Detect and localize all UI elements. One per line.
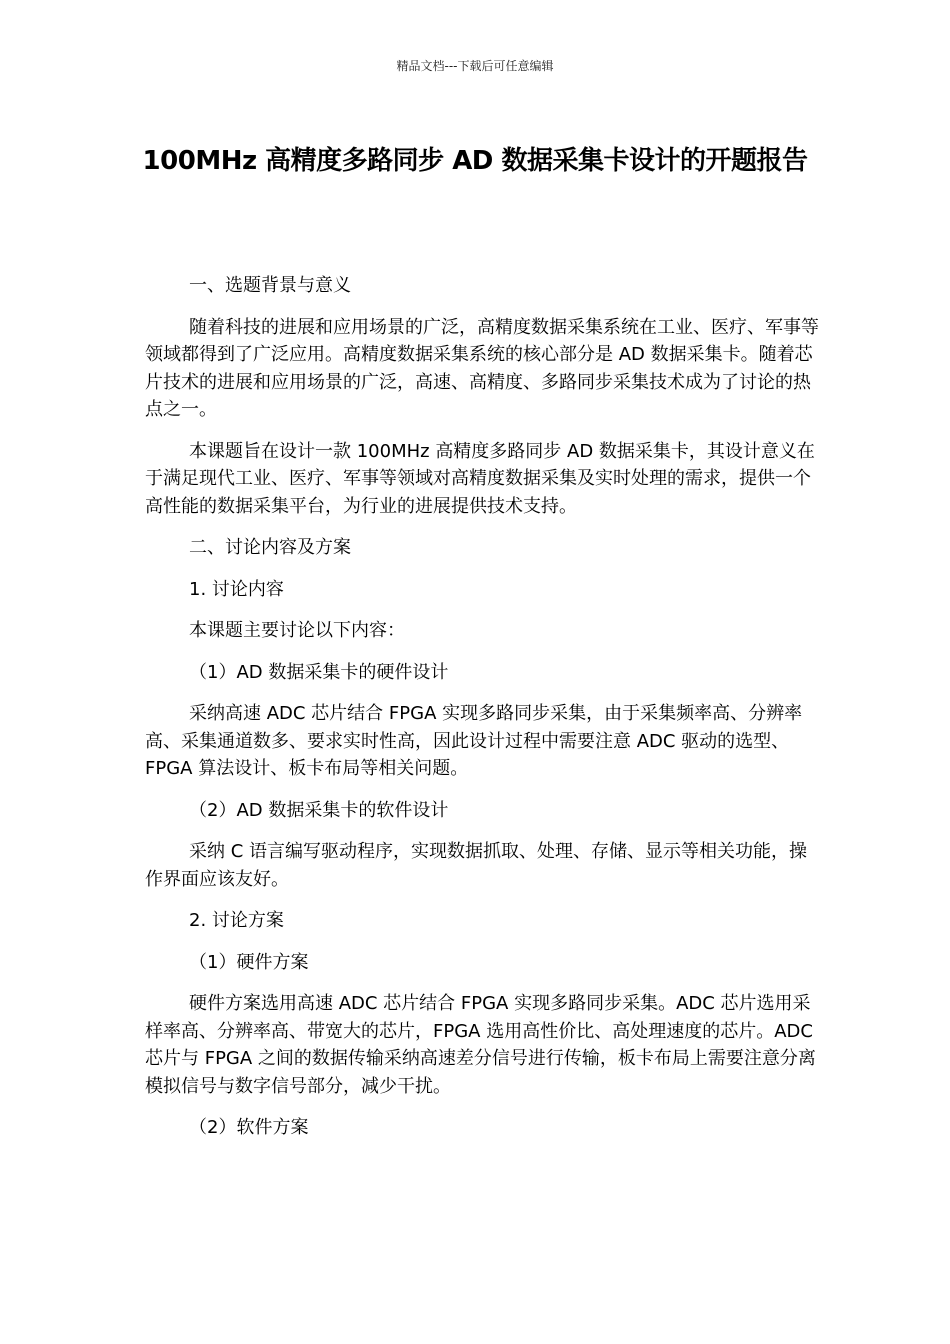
- paragraph-intro: 本课题主要讨论以下内容：: [189, 620, 405, 641]
- item-hardware-design: （1）AD 数据采集卡的硬件设计: [189, 661, 449, 683]
- item-software-plan: （2）软件方案: [189, 1117, 309, 1138]
- document-body: [145, 272, 820, 1142]
- item-software-design: （2）AD 数据采集卡的软件设计: [189, 799, 449, 821]
- section-heading-background: 一、选题背景与意义: [189, 275, 351, 296]
- paragraph-significance: 本课题旨在设计一款 100MHz 高精度多路同步 AD 数据采集卡，其设计意义在于满足现代工业、医疗、军事等领域对高精度数据采集及实时处理的需求，提供一个高性能的数据采集平台，为行业的进展提供技术支持。: [145, 440, 815, 517]
- section-heading-content: 二、讨论内容及方案: [189, 537, 351, 558]
- item-hardware-plan: （1）硬件方案: [189, 951, 309, 973]
- paragraph-hardware-plan: 硬件方案选用高速 ADC 芯片结合 FPGA 实现多路同步采集。ADC 芯片选用采样率高、分辨率高、带宽大的芯片，FPGA 选用高性价比、高处理速度的芯片。ADC 芯片与 FPGA 之间的数据传输采纳高速差分信号进行传输，板卡布局上需要注意分离模拟信号与数字信号部分，减少干扰。: [145, 993, 816, 1097]
- paragraph-hardware-design: 采纳高速 ADC 芯片结合 FPGA 实现多路同步采集，由于采集频率高、分辨率高、采集通道数多、要求实时性高，因此设计过程中需要注意 ADC 驱动的选型、FPGA 算法设计、板卡布局等相关问题。: [145, 703, 803, 779]
- document-title: 100MHz 高精度多路同步 AD 数据采集卡设计的开题报告: [142, 146, 808, 176]
- page-header: 精品文档---下载后可任意编辑: [396, 59, 554, 73]
- paragraph-software-design: 采纳 C 语言编写驱动程序，实现数据抓取、处理、存储、显示等相关功能，操作界面应该友好。: [145, 841, 808, 890]
- subheading-research-content: 1. 讨论内容: [189, 578, 284, 600]
- paragraph-background: 随着科技的进展和应用场景的广泛，高精度数据采集系统在工业、医疗、军事等领域都得到了广泛应用。高精度数据采集系统的核心部分是 AD 数据采集卡。随着芯片技术的进展和应用场景的广泛，高速、高精度、多路同步采集技术成为了讨论的热点之一。: [145, 316, 819, 420]
- subheading-research-plan: 2. 讨论方案: [189, 910, 284, 931]
